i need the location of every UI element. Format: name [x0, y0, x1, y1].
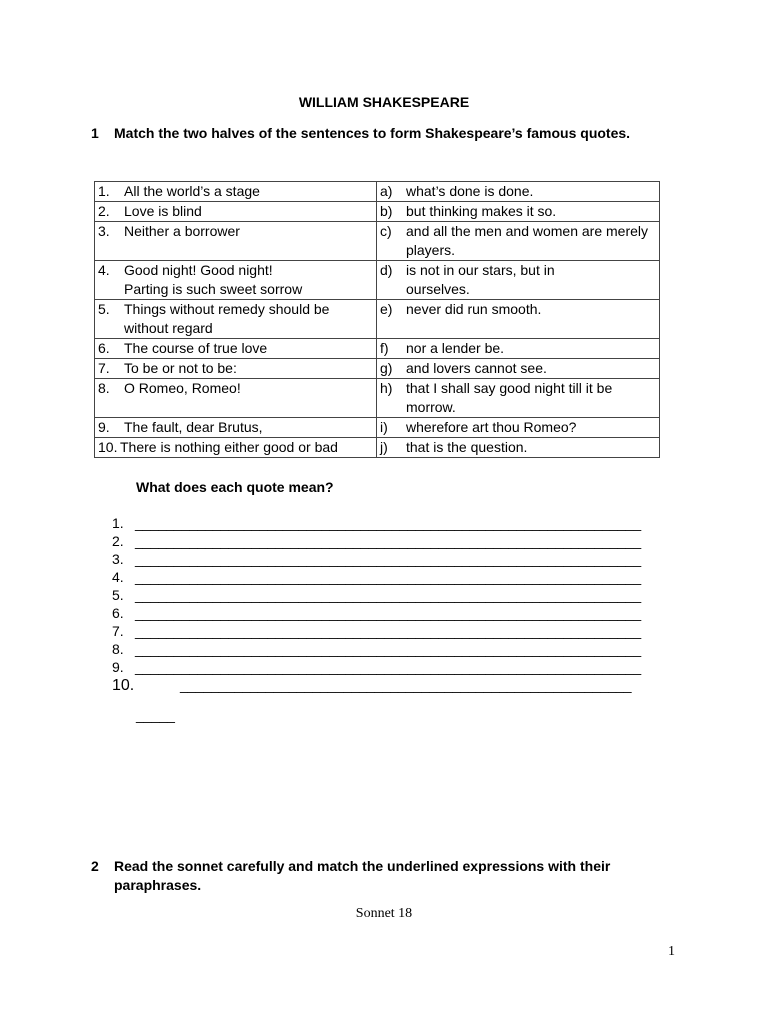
- blank-line: _________________________________________________________________: [135, 533, 642, 549]
- row-number: 10.: [98, 439, 118, 455]
- row-number: 8.: [98, 380, 110, 396]
- answer-line-6[interactable]: [112, 604, 641, 622]
- answer-line-7[interactable]: [112, 622, 641, 640]
- table-row: [95, 359, 660, 379]
- answer-line-4[interactable]: [112, 568, 641, 586]
- question-1-number: 1: [91, 125, 99, 141]
- question-2-text-line-2: paraphrases.: [114, 877, 202, 893]
- quote-second-half: wherefore art thou Romeo?: [406, 419, 577, 435]
- row-number: 1.: [98, 183, 110, 199]
- answer-number: 7.: [112, 623, 124, 639]
- question-2-text-line-1: Read the sonnet carefully and match the underlined expressions with their: [114, 858, 611, 874]
- row-letter: h): [380, 380, 393, 396]
- blank-line: _________________________________________________________________: [135, 659, 642, 675]
- table-row: [95, 418, 660, 438]
- row-letter: i): [380, 419, 388, 435]
- row-number: 6.: [98, 340, 110, 356]
- answer-line-9[interactable]: [112, 658, 641, 676]
- quote-second-half: and all the men and women are merely players.: [406, 223, 649, 258]
- page-number: 1: [668, 944, 675, 959]
- table-row: [95, 339, 660, 359]
- answer-line-1[interactable]: [112, 514, 641, 532]
- quote-first-half: Neither a borrower: [124, 223, 240, 239]
- quote-first-half: Good night! Good night! Parting is such sweet sorrow: [124, 262, 303, 297]
- row-letter: a): [380, 183, 393, 199]
- row-letter: c): [380, 223, 392, 239]
- quote-second-half: but thinking makes it so.: [406, 203, 557, 219]
- question-2-number: 2: [91, 858, 99, 874]
- table-row: [95, 222, 660, 261]
- table-row: [95, 202, 660, 222]
- answer-line-10-continued[interactable]: [136, 706, 175, 724]
- blank-line: _________________________________________________________________: [135, 623, 642, 639]
- row-number: 4.: [98, 262, 110, 278]
- answer-line-2[interactable]: [112, 532, 641, 550]
- page-title: WILLIAM SHAKESPEARE: [298, 94, 470, 110]
- blank-line: _________________________________________________________________: [135, 587, 642, 603]
- blank-line: _________________________________________________________________: [135, 605, 642, 621]
- row-number: 2.: [98, 203, 110, 219]
- quote-second-half: that I shall say good night till it be morrow.: [406, 380, 613, 415]
- row-number: 9.: [98, 419, 110, 435]
- row-letter: d): [380, 262, 393, 278]
- blank-line: _________________________________________________________________: [135, 551, 642, 567]
- row-letter: g): [380, 360, 393, 376]
- answer-line-3[interactable]: [112, 550, 641, 568]
- quote-second-half: what’s done is done.: [406, 183, 534, 199]
- quote-first-half: All the world’s a stage: [124, 183, 260, 199]
- sonnet-title: Sonnet 18: [355, 906, 413, 921]
- quote-second-half: and lovers cannot see.: [406, 360, 547, 376]
- quote-second-half: never did run smooth.: [406, 301, 542, 317]
- meaning-question: What does each quote mean?: [136, 479, 334, 495]
- quote-first-half: There is nothing either good or bad: [120, 439, 338, 455]
- table-row: [95, 300, 660, 339]
- quote-first-half: To be or not to be:: [124, 360, 237, 376]
- question-1-text: Match the two halves of the sentences to form Shakespeare’s famous quotes.: [114, 125, 631, 141]
- quote-second-half: is not in our stars, but in ourselves.: [406, 262, 555, 297]
- blank-line: _________________________________________________________________: [135, 515, 642, 531]
- answer-number: 6.: [112, 605, 124, 621]
- row-number: 3.: [98, 223, 110, 239]
- matching-table: [94, 181, 660, 458]
- table-row: [95, 261, 660, 300]
- answer-number: 5.: [112, 587, 124, 603]
- table-row: [95, 182, 660, 202]
- answer-number: 2.: [112, 533, 124, 549]
- quote-second-half: nor a lender be.: [406, 340, 505, 356]
- answer-number: 1.: [112, 515, 124, 531]
- row-letter: f): [380, 340, 389, 356]
- row-letter: e): [380, 301, 393, 317]
- blank-line: _________________________________________________________________: [135, 641, 642, 657]
- table-row: [95, 379, 660, 418]
- blank-line: __________________________________________________________: [180, 677, 632, 693]
- answer-number: 9.: [112, 659, 124, 675]
- blank-line: _____: [136, 707, 175, 723]
- row-number: 5.: [98, 301, 110, 317]
- quote-second-half: that is the question.: [406, 439, 528, 455]
- answer-number: 4.: [112, 569, 124, 585]
- answer-line-5[interactable]: [112, 586, 641, 604]
- answer-line-8[interactable]: [112, 640, 641, 658]
- quote-first-half: Things without remedy should be without regard: [124, 301, 330, 336]
- answer-number: 3.: [112, 551, 124, 567]
- quote-first-half: O Romeo, Romeo!: [124, 380, 241, 396]
- table-row: [95, 438, 660, 458]
- row-number: 7.: [98, 360, 110, 376]
- quote-first-half: The fault, dear Brutus,: [124, 419, 263, 435]
- blank-line: _________________________________________________________________: [135, 569, 642, 585]
- answer-line-10[interactable]: [112, 676, 632, 695]
- quote-first-half: The course of true love: [124, 340, 268, 356]
- quote-first-half: Love is blind: [124, 203, 202, 219]
- answer-number: 8.: [112, 641, 124, 657]
- row-letter: j): [380, 439, 388, 455]
- row-letter: b): [380, 203, 393, 219]
- answer-number: 10.: [112, 677, 135, 694]
